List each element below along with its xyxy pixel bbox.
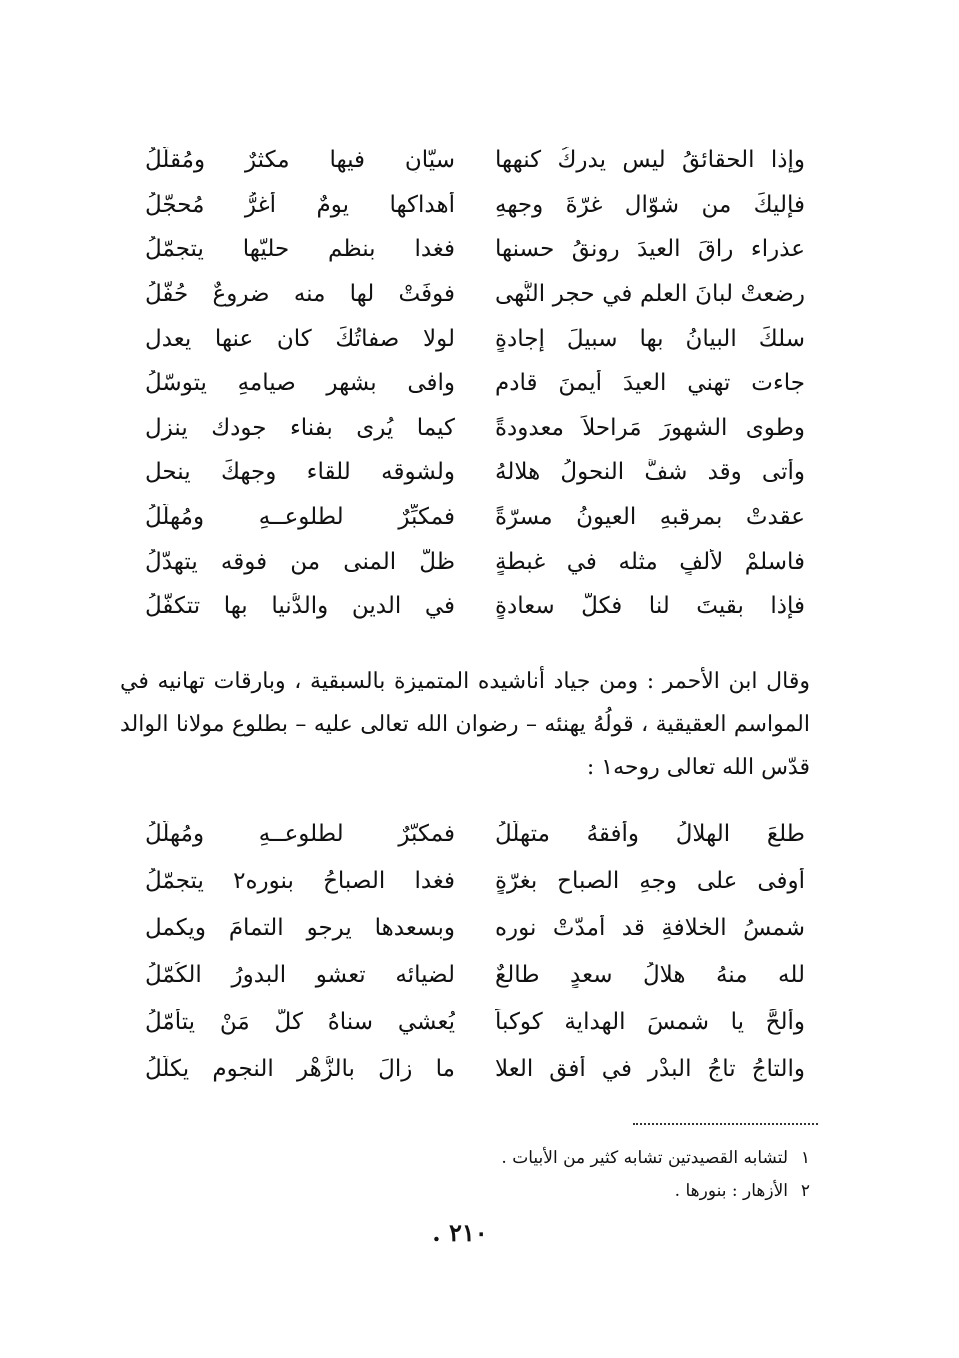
verse bbox=[145, 539, 805, 584]
prose-line: وقال ابن الأحمر : ومن جياد أناشيده المتميزة بالسبقية ، وبارقات تهانيه في bbox=[120, 669, 810, 694]
hemistich-first: والتاجُ تاجُ البدْرِ في أُفقِ العلا bbox=[495, 1055, 805, 1082]
hemistich-second: كيما يُرى بفناء جودك ينزل bbox=[145, 414, 455, 441]
verse bbox=[145, 904, 805, 951]
hemistich-second: وبسعدها يرجو التمامَ ويكمل bbox=[145, 914, 455, 941]
hemistich-second: فمكبّرٌ لطلوعــهِ ومُهلّلُ bbox=[145, 820, 455, 847]
prose-line: قدّس الله تعالى روحه١ : bbox=[586, 755, 810, 780]
hemistich-second: فمكبِّرٌ لطلوعــهِ ومُهلّلُ bbox=[145, 504, 455, 531]
hemistich-second: فوفَتْ لها منه ضروعٌ حُفّلُ bbox=[145, 281, 455, 308]
hemistich-second: لولا صفاتُكَ كان عنها يعدل bbox=[145, 325, 455, 352]
footnotes bbox=[380, 1142, 810, 1208]
hemistich-second: أهداكها يومٌ أغرُّ مُحجّلُ bbox=[145, 191, 455, 218]
hemistich-first: فإذا بقيتَ لنا فكلٌّ سعادةٍ bbox=[495, 593, 805, 620]
hemistich-first: لله منهُ هلالُ سعدٍ طالعٌ bbox=[495, 961, 805, 988]
footnote bbox=[380, 1175, 810, 1208]
hemistich-first: طلعَ الهلالُ وأُفقهُ متهلّلُ bbox=[495, 820, 805, 847]
hemistich-first: جاءت تهني العيدَ أيمنَ قادمٍ bbox=[495, 370, 805, 397]
verse bbox=[145, 450, 805, 495]
hemistich-first: رضعتْ لبانَ العلم في حجر النُّهى bbox=[495, 281, 805, 308]
hemistich-second: ما زالَ بالزُّهْرِ النجومِ يكلّلُ bbox=[145, 1055, 455, 1082]
hemistich-first: أوفى على وجهِ الصباحِ بغرّةٍ bbox=[495, 867, 805, 894]
poem-block-2 bbox=[145, 810, 805, 1092]
verse bbox=[145, 998, 805, 1045]
hemistich-second: وافى بشهرِ صيامهِ يتوسّلُ bbox=[145, 370, 455, 397]
verse bbox=[145, 951, 805, 998]
hemistich-first: وألحَّ يا شمسَ الهداية كوكباً bbox=[495, 1008, 805, 1035]
hemistich-first: سلكَ البيانُ بها سبيلَ إجادةٍ bbox=[495, 325, 805, 352]
verse bbox=[145, 495, 805, 540]
verse bbox=[145, 857, 805, 904]
verse bbox=[145, 138, 805, 183]
verse bbox=[145, 810, 805, 857]
verse bbox=[145, 227, 805, 272]
footnote-divider bbox=[633, 1123, 818, 1125]
hemistich-first: وطوى الشهورَ مَراحلاً معدودةً bbox=[495, 414, 805, 441]
hemistich-second: فغدا بنظمِ حليّها يتجمّلُ bbox=[145, 236, 455, 263]
prose-line: المواسم العقيقية ، قولُهُ يهنئه – رضوان الله تعالى عليه – بطلوع مولانا الوالد bbox=[120, 712, 810, 737]
footnote-text: الأزهار : بنورها . bbox=[674, 1181, 788, 1201]
hemistich-second: في الدينِ والدُّنيا بها تتكفّلُ bbox=[145, 593, 455, 620]
hemistich-second: ولشوقه للقاء وجهكَ ينحل bbox=[145, 459, 455, 486]
verse bbox=[145, 1045, 805, 1092]
footnote-number: ٢ bbox=[800, 1181, 810, 1201]
hemistich-first: شمسُ الخلافةِ قد أمدّتْ نوره bbox=[495, 914, 805, 941]
hemistich-first: فإليكَ من شوّال غرّةَ وجههِ bbox=[495, 191, 805, 218]
verse bbox=[145, 272, 805, 317]
hemistich-second: يُعشي سناهُ كلَّ مَنْ يتأمّلُ bbox=[145, 1008, 455, 1035]
hemistich-second: لضيائه تعشو البدورُ الكُمّلُ bbox=[145, 961, 455, 988]
footnote-text: لتشابه القصيدتين تشابه كثير من الأبيات . bbox=[501, 1148, 788, 1168]
footnote-number: ١ bbox=[800, 1148, 810, 1168]
hemistich-first: وأتى وقد شفَّ النحولُ هلالهُ bbox=[495, 459, 805, 486]
hemistich-second: ظلّ المنى من فوقه يتهدّلُ bbox=[145, 548, 455, 575]
hemistich-first: عذراء راقَ العيدَ رونقُ حسنها bbox=[495, 236, 805, 263]
verse bbox=[145, 406, 805, 451]
verse bbox=[145, 361, 805, 406]
footnote bbox=[380, 1142, 810, 1175]
verse bbox=[145, 316, 805, 361]
prose-paragraph bbox=[120, 660, 810, 789]
hemistich-first: وإذا الحقائقُ ليس يدركُ كنهها bbox=[495, 147, 805, 174]
verse bbox=[145, 584, 805, 629]
hemistich-second: سيّانِ فيها مكثرٌ ومُقلّلُ bbox=[145, 147, 455, 174]
hemistich-first: فاسلمْ لألفٍ مثله في غبطةٍ bbox=[495, 548, 805, 575]
poem-block-1 bbox=[145, 138, 805, 629]
page-number: ٢١٠ . bbox=[432, 1218, 488, 1247]
hemistich-second: فغدا الصباحُ بنوره٢ يتجمّلُ bbox=[145, 867, 455, 894]
verse bbox=[145, 183, 805, 228]
hemistich-first: عقدتْ بمرقبهِ العيونُ مسرّةً bbox=[495, 504, 805, 531]
